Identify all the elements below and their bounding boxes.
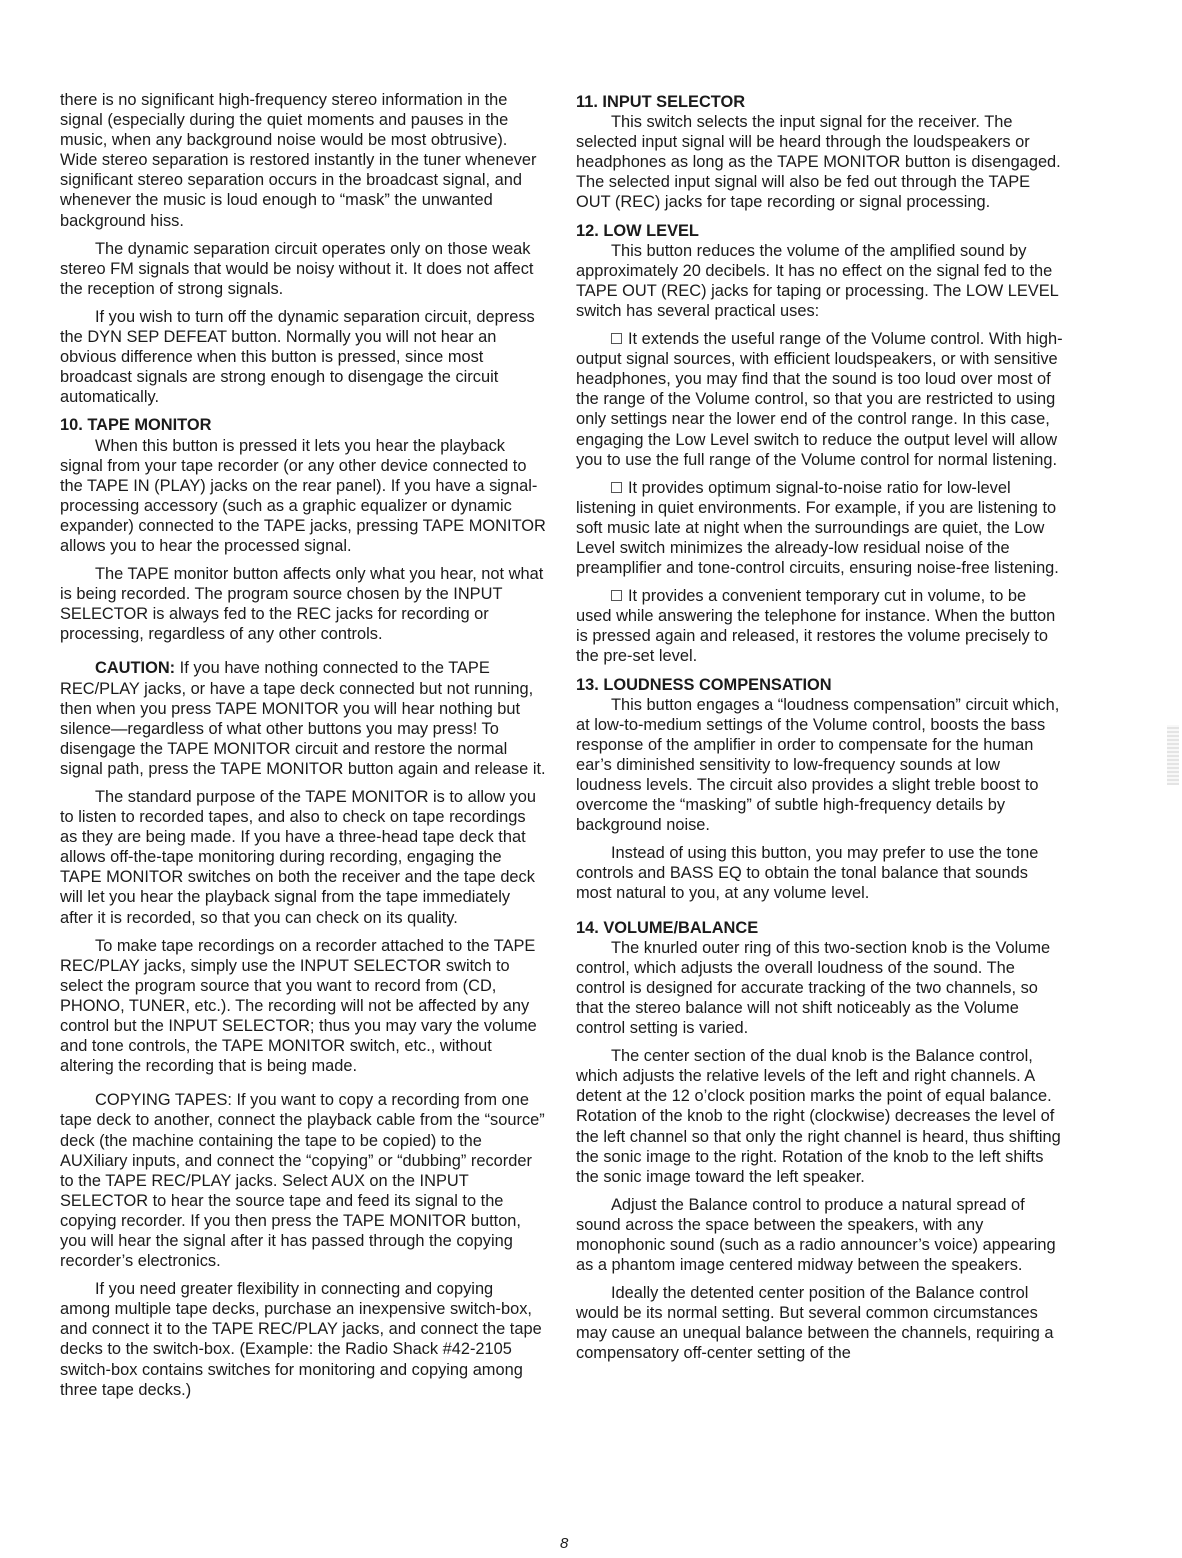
loudness-paragraph-2: Instead of using this button, you may prefer to use the tone controls and BASS EQ to obtain the tonal balance that sounds most natural to you, at any volume level. bbox=[576, 844, 1039, 903]
checkbox-bullet-icon bbox=[611, 482, 622, 493]
volume-balance-paragraph-4: Ideally the detented center position of the Balance control would be its normal setting. But several common circumstances may cause an unequal balance between the channels, requiring a compensatory off-center setting of the bbox=[576, 1284, 1054, 1363]
low-level-bullet-3-text: It provides a convenient temporary cut in volume, to be used while answering the telephone for instance. When the button is pressed again and released, it restores the volume precisely to the pre-set level. bbox=[576, 587, 1056, 666]
volume-balance-paragraph-3: Adjust the Balance control to produce a natural spread of sound across the space between the speakers, with any monophonic sound (such as a radio announcer’s voice) appearing as a phantom image centered midway between the speakers. bbox=[576, 1195, 1056, 1275]
section-heading-input-selector: 11. INPUT SELECTOR bbox=[576, 93, 746, 111]
copying-tapes-paragraph: COPYING TAPES: If you want to copy a recording from one tape deck to another, connect the playback cable from the “source” deck (the machine containing the tape to be copied) to the AUXiliary inputs, and connect the “copying” or “dubbing” recorder to the TAPE REC/PLAY jacks. Select AUX on the INPUT SELECTOR to hear the source tape and feed its signal to the copying recorder. If you then press the TAPE MONITOR button, you will hear the signal after it has passed through the copying recorder’s electronics. bbox=[60, 1091, 545, 1271]
checkbox-bullet-icon bbox=[611, 333, 622, 344]
dynamic-separation-paragraph: The dynamic separation circuit operates only on those weak stereo FM signals that would be noisy without it. It does not affect the reception of strong signals. bbox=[60, 239, 534, 298]
section-volume-balance bbox=[576, 918, 1066, 1364]
section-low-level bbox=[576, 221, 1066, 667]
checkbox-bullet-icon bbox=[611, 590, 622, 601]
left-column bbox=[60, 90, 546, 1408]
volume-balance-paragraph-2: The center section of the dual knob is the Balance control, which adjusts the relative levels of the left and right channels. A detent at the 12 o’clock position marks the point of equal balance. Rotation of the knob to the right (clockwise) decreases the level of the left channel so that only the right channel is heard, thus shifting the sonic image to the right. Rotation of the knob to the left shifts the sonic image toward the left speaker. bbox=[576, 1047, 1061, 1186]
input-selector-paragraph: This switch selects the input signal for the receiver. The selected input signal will be heard through the loudspeakers or headphones as long as the TAPE MONITOR button is disengaged. The selected input signal will also be fed out through the TAPE OUT (REC) jacks for tape recording or signal processing. bbox=[576, 113, 1061, 212]
tape-monitor-paragraph-4: To make tape recordings on a recorder attached to the TAPE REC/PLAY jacks, simply use the INPUT SELECTOR switch to select the program source that you want to record from (CD, PHONO, TUNER, etc.). The recording will not be affected by any control but the INPUT SELECTOR; thus you may vary the volume and tone controls, the TAPE MONITOR switch, etc., without altering the recording that is being made. bbox=[60, 936, 537, 1076]
section-heading-loudness-compensation: 13. LOUDNESS COMPENSATION bbox=[576, 675, 832, 694]
tape-monitor-paragraph-2: The TAPE monitor button affects only what you hear, not what is being recorded. The program source chosen by the INPUT SELECTOR is always fed to the REC jacks for recording or processing, regardless of any other controls. bbox=[60, 565, 544, 644]
low-level-bullet-1 bbox=[576, 329, 1066, 470]
low-level-bullet-2 bbox=[576, 478, 1066, 578]
low-level-bullet-1-text: It extends the useful range of the Volume control. With high-output signal sources, with efficient loudspeakers, or with sensitive headphones, you may find that the sound is too loud over most of the range of the Volume control, so that you are restricted to using only settings near the lower end of the control range. In this case, engaging the Low Level switch to reduce the output level will allow you to use the full range of the Volume control for normal listening. bbox=[576, 330, 1063, 469]
low-level-paragraph: This button reduces the volume of the amplified sound by approximately 20 decibels. It has no effect on the signal fed to the TAPE OUT (REC) jacks for taping or processing. The LOW LEVEL switch has several practical uses: bbox=[576, 241, 1059, 320]
loudness-paragraph-1: This button engages a “loudness compensation” circuit which, at low-to-medium settings of the Volume control, boosts the bass response of the amplifier in order to compensate for the human ear’s diminished sensitivity to low-frequency sounds at low loudness levels. The circuit also provides a slight treble boost to overcome the “masking” of subtle high-frequency details by background noise. bbox=[576, 695, 1060, 835]
low-level-bullet-2-text: It provides optimum signal-to-noise ratio for low-level listening in quiet environments. For example, if you are listening to soft music late at night when the surroundings are quiet, the Low Level switch minimizes the already-low residual noise of the preamplifier and tone-control circuits, ensuring noise-free listening. bbox=[576, 478, 1059, 578]
tape-monitor-paragraph-3: The standard purpose of the TAPE MONITOR is to allow you to listen to recorded tapes, and also to check on tape recordings as they are being made. If you have a three-head tape deck that allows off-the-tape monitoring during recording, engaging the TAPE MONITOR switches on both the receiver and the tape deck will let you hear the playback signal from the tape immediately after it is recorded, so that you can check on its quality. bbox=[60, 788, 536, 927]
tape-monitor-paragraph-6: If you need greater flexibility in connecting and copying among multiple tape decks, purchase an inexpensive switch-box, and connect it to the TAPE REC/PLAY jacks, and connect the tape decks to the switch-box. (Example: the Radio Shack #42-2105 switch-box contains switches for monitoring and copying among three tape decks.) bbox=[60, 1280, 542, 1399]
section-heading-low-level: 12. LOW LEVEL bbox=[576, 221, 699, 240]
section-heading-tape-monitor: 10. TAPE MONITOR bbox=[60, 416, 212, 435]
caution-label: CAUTION: bbox=[95, 659, 176, 678]
section-tape-monitor bbox=[60, 415, 546, 1399]
volume-balance-paragraph-1: The knurled outer ring of this two-section knob is the Volume control, which adjusts the overall loudness of the sound. The control is designed for accurate tracking of the two channels, so that the stereo balance will not shift noticeably as the Volume control setting is varied. bbox=[576, 938, 1051, 1038]
caution-text: If you have nothing connected to the TAPE REC/PLAY jacks, or have a tape deck connected but not running, then when you press TAPE MONITOR you will hear nothing but silence—regardless of what other buttons you may press! To disengage the TAPE MONITOR circuit and restore the normal signal path, press the TAPE MONITOR button again and release it. bbox=[60, 659, 546, 778]
scan-margin-mark bbox=[1167, 725, 1179, 785]
tape-monitor-paragraph-1: When this button is pressed it lets you hear the playback signal from your tape recorder (or any other device connected to the TAPE IN (PLAY) jacks on the rear panel). If you have a signal-processing accessory (such as a graphic equalizer or dynamic expander) connected to the TAPE jacks, pressing TAPE MONITOR allows you to hear the processed signal. bbox=[60, 436, 546, 555]
intro-paragraph: there is no significant high-frequency stereo information in the signal (especially during the quiet moments and pauses in the music, when any background noise would be most obtrusive). Wide stereo separation is restored instantly in the tuner whenever significant stereo separation occurs in the broadcast signal, and whenever the music is loud enough to “mask” the unwanted background hiss. bbox=[60, 91, 537, 230]
section-loudness-compensation bbox=[576, 675, 1066, 904]
right-column bbox=[576, 90, 1066, 1372]
low-level-bullet-3 bbox=[576, 586, 1066, 666]
page-number: 8 bbox=[560, 1535, 569, 1552]
section-input-selector bbox=[576, 92, 1066, 213]
dyn-sep-defeat-paragraph: If you wish to turn off the dynamic separation circuit, depress the DYN SEP DEFEAT button. Normally you will not hear an obvious difference when this button is pressed, since most broadcast signals are strong enough to disengage the circuit automatically. bbox=[60, 307, 535, 407]
caution-paragraph bbox=[60, 658, 546, 779]
section-heading-volume-balance: 14. VOLUME/BALANCE bbox=[576, 918, 759, 937]
